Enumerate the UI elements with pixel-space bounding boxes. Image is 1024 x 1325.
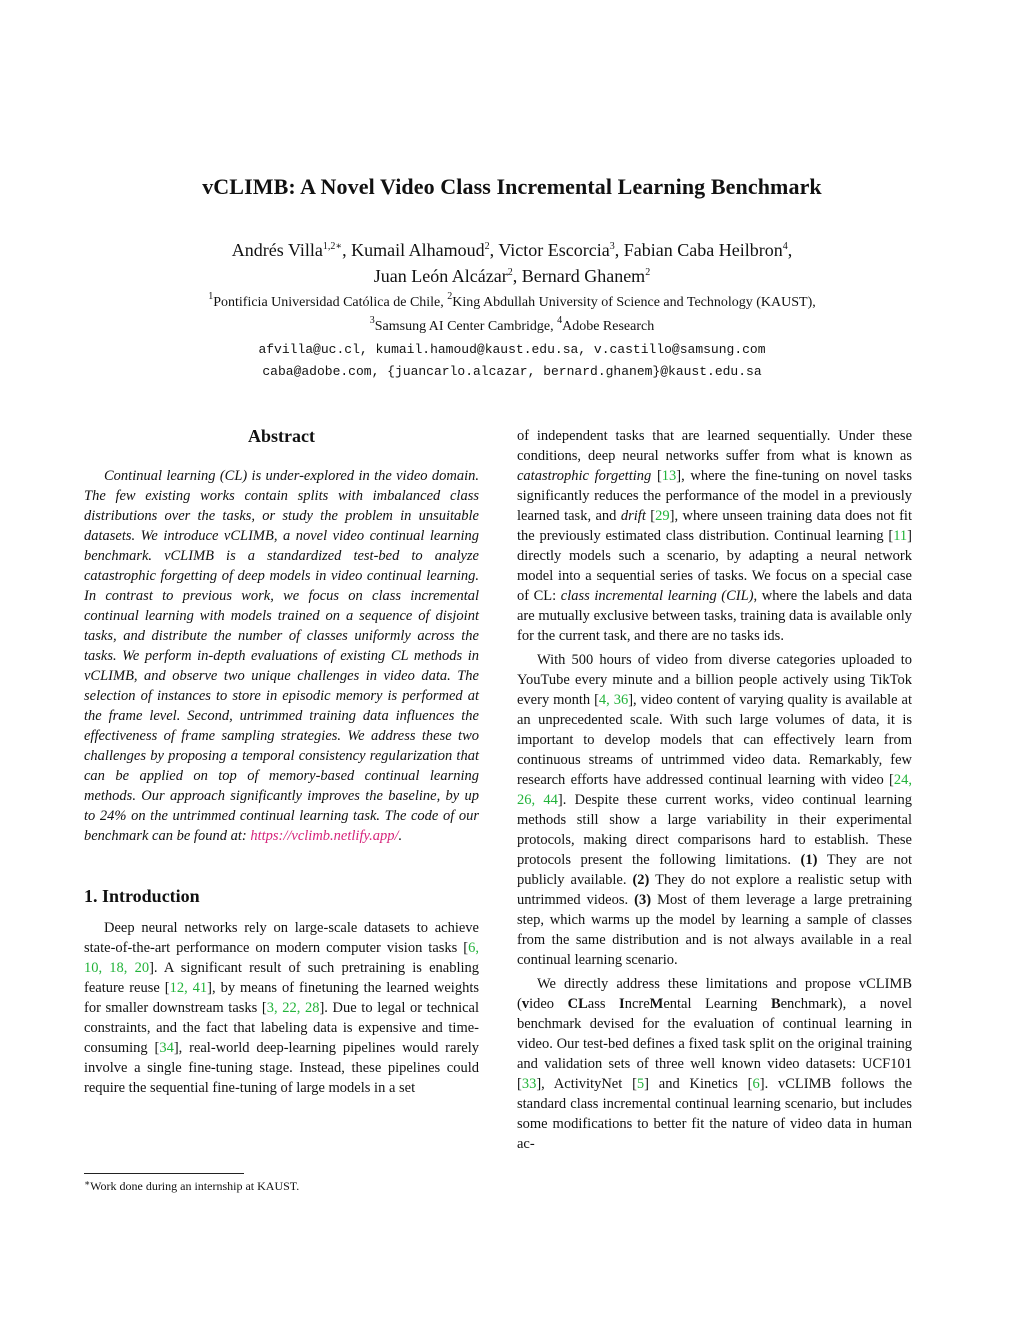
author-name: Bernard Ghanem — [521, 266, 646, 286]
author-emails — [0, 339, 1024, 383]
email-line: afvilla@uc.cl, kumail.hamoud@kaust.edu.sa, v.castillo@samsung.com — [258, 342, 766, 357]
citation[interactable]: 3, 22, 28 — [266, 1000, 320, 1016]
citation[interactable]: 29 — [655, 508, 670, 524]
paper-title: vCLIMB: A Novel Video Class Incremental Learning Benchmark — [202, 174, 822, 199]
citation[interactable]: 4, 36 — [598, 692, 629, 708]
intro-paragraph: Deep neural networks rely on large-scale datasets to achieve state-of-the-art performance on modern computer vision tasks [6, 10, 18, 20]. A significant result of such pretraining is enabling feature reuse [12, 41], by means of finetuning the learned weights for smaller downstream tasks [3, 22, 28]. Due to legal or technical constraints, and the fact that labeling data is expensive and time-consuming [34], real-world deep-learning pipelines would rarely involve a single fine-tuning stage. Instead, these pipelines could require the sequential fine-tuning of large models in a set — [84, 920, 479, 1096]
citation[interactable]: 12, 41 — [169, 980, 208, 996]
author-name: Fabian Caba Heilbron — [623, 240, 783, 260]
author-name: Juan León Alcázar — [373, 266, 508, 286]
footnote: ∗Work done during an internship at KAUST. — [84, 1178, 300, 1193]
intro-paragraph: With 500 hours of video from diverse categories uploaded to YouTube every minute and a billion people actively using TikTok every month [4, 36], video content of varying quality is available at an unprecedented scale. With such large volumes of data, it is important to develop models that can effectively learn from continuous streams of untrimmed video data. Remarkably, few research efforts have addressed continual learning with video [24, 26, 44]. Despite these current works, video continual learning methods still show a large variability in their experimental protocols, making direct comparisons hard to establish. These protocols present the following limitations. (1) They are not publicly available. (2) They do not explore a realistic setup with untrimmed videos. (3) Most of them leverage a large pretraining step, which warms up the model by learning a sample of classes from the same distribution and is not always available in a real continual learning scenario. — [517, 652, 913, 968]
citation[interactable]: 24, 26, 44 — [517, 772, 912, 808]
abstract-text: Continual learning (CL) is under-explored in the video domain. The few existing works contain splits with imbalanced class distributions over the tasks, or study the problem in unsuitable datasets. We introduce vCLIMB, a novel video continual learning benchmark. vCLIMB is a standardized test-bed to analyze catastrophic forgetting of deep models in video continual learning. In contrast to previous work, we focus on class incremental continual learning with models trained on a sequence of disjoint tasks, and distribute the number of classes uniformly across the tasks. We perform in-depth evaluations of existing CL methods in vCLIMB, and observe two unique challenges in video data. The selection of instances to store in episodic memory is performed at the frame level. Second, untrimmed training data influences the effectiveness of frame sampling strategies. We address these two challenges by proposing a temporal consistency regularization that can be applied on top of memory-based continual learning methods. Our approach significantly improves the baseline, by up to 24% on the untrimmed continual learning task. The code of our benchmark can be found at: https://vclimb.netlify.app/. — [84, 468, 479, 844]
benchmark-link[interactable]: https://vclimb.netlify.app/ — [250, 828, 399, 844]
right-column — [517, 426, 912, 1154]
footnote-divider — [84, 1173, 244, 1174]
citation[interactable]: 33 — [521, 1076, 537, 1092]
citation[interactable]: 6 — [752, 1076, 760, 1092]
citation[interactable]: 5 — [636, 1076, 645, 1092]
left-column — [84, 426, 479, 1098]
intro-paragraph: of independent tasks that are learned sequentially. Under these conditions, deep neural networks suffer from what is known as catastrophic forgetting [13], where the fine-tuning on novel tasks significantly reduces the performance of the model in a previously learned task, and drift [29], where unseen training data does not fit the previously estimated class distribution. Continual learning [11] directly models such a scenario, by adapting a neural network model into a sequential series of tasks. We focus on a special case of CL: class incremental learning (CIL), where the labels and data are mutually exclusive between tasks, training data is available only for the current task, and there are no tasks ids. — [517, 428, 913, 644]
author-name: Kumail Alhamoud — [351, 240, 485, 260]
email-line: caba@adobe.com, {juancarlo.alcazar, bernard.ghanem}@kaust.edu.sa — [262, 364, 762, 379]
citation[interactable]: 13 — [661, 468, 677, 484]
author-name: Victor Escorcia — [498, 240, 610, 260]
section-heading: 1. Introduction — [84, 886, 200, 906]
author-name: Andrés Villa — [231, 240, 323, 260]
citation[interactable]: 11 — [893, 528, 908, 544]
citation[interactable]: 34 — [159, 1040, 174, 1056]
abstract-heading: Abstract — [248, 426, 315, 446]
citation[interactable]: 6, 10, 18, 20 — [84, 940, 479, 976]
author-list: Andrés Villa$^{1,2∗}$, Kumail Alhamoud$^2$, Victor Escorcia$^3$, Fabian Caba Heilbron$^4$, Juan León Alcázar$^2$, Bernard Ghanem$^2$ — [231, 240, 793, 286]
intro-paragraph: We directly address these limitations and propose vCLIMB (video CLass IncreMental Learning Benchmark), a novel benchmark devised for the evaluation of continual learning in video. Our test-bed defines a fixed task split on the original training and validation sets of three well known video datasets: UCF101 [33], ActivityNet [5] and Kinetics [6]. vCLIMB follows the standard class incremental continual learning scenario, but includes some modifications to better fit the nature of video data in human ac- — [517, 976, 913, 1152]
affiliations: $^1$Pontificia Universidad Católica de Chile, $^2$King Abdullah University of Science and Technology (KAUST), $^3$Samsung AI Center Cambridge, $^4$Adobe Research — [208, 291, 816, 334]
